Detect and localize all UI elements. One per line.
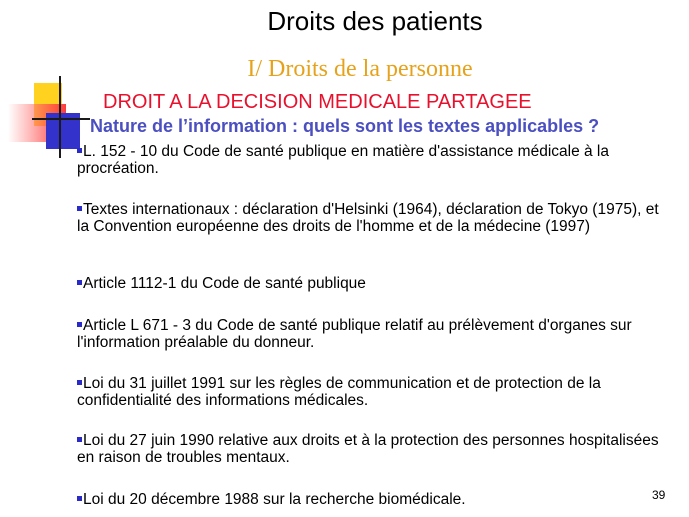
bullet-icon [77,148,82,153]
list-item [77,275,667,292]
list-item [77,432,667,466]
list-item-text: L. 152 - 10 du Code de santé publique en matière d'assistance médicale à la procréation. [77,143,609,177]
list-item [77,201,667,235]
decorative-horizontal-line [32,118,90,120]
bullet-icon [77,280,82,285]
list-item [77,317,667,351]
list-item-text: Article 1112-1 du Code de santé publique [83,275,366,292]
decorative-vertical-line [59,76,61,158]
list-item-text: Article L 671 - 3 du Code de santé publique relatif au prélèvement d'organes sur l'information préalable du donneur. [77,317,632,351]
bullet-icon [77,322,82,327]
bullet-icon [77,380,82,385]
page-number: 39 [652,488,666,502]
list-item-text: Loi du 31 juillet 1991 sur les règles de communication et de protection de la confidentialité des informations médicales. [77,375,601,409]
section-heading: DROIT A LA DECISION MEDICALE PARTAGEE [103,91,532,113]
bullet-icon [77,437,82,442]
slide-subtitle: I/ Droits de la personne [247,56,473,82]
list-item [77,491,667,508]
bullet-icon [77,496,82,501]
slide-title: Droits des patients [267,6,483,36]
list-item-text: Loi du 20 décembre 1988 sur la recherche biomédicale. [83,491,466,508]
bullet-icon [77,206,82,211]
list-item [77,143,667,177]
list-item-text: Textes internationaux : déclaration d'Helsinki (1964), déclaration de Tokyo (1975), et la Convention européenne des droits de l'homme et de la médecine (1997) [77,201,659,235]
list-item [77,375,667,409]
question-heading: Nature de l’information : quels sont les textes applicables ? [90,116,600,136]
list-item-text: Loi du 27 juin 1990 relative aux droits et à la protection des personnes hospitalisées en raison de troubles mentaux. [77,432,659,466]
